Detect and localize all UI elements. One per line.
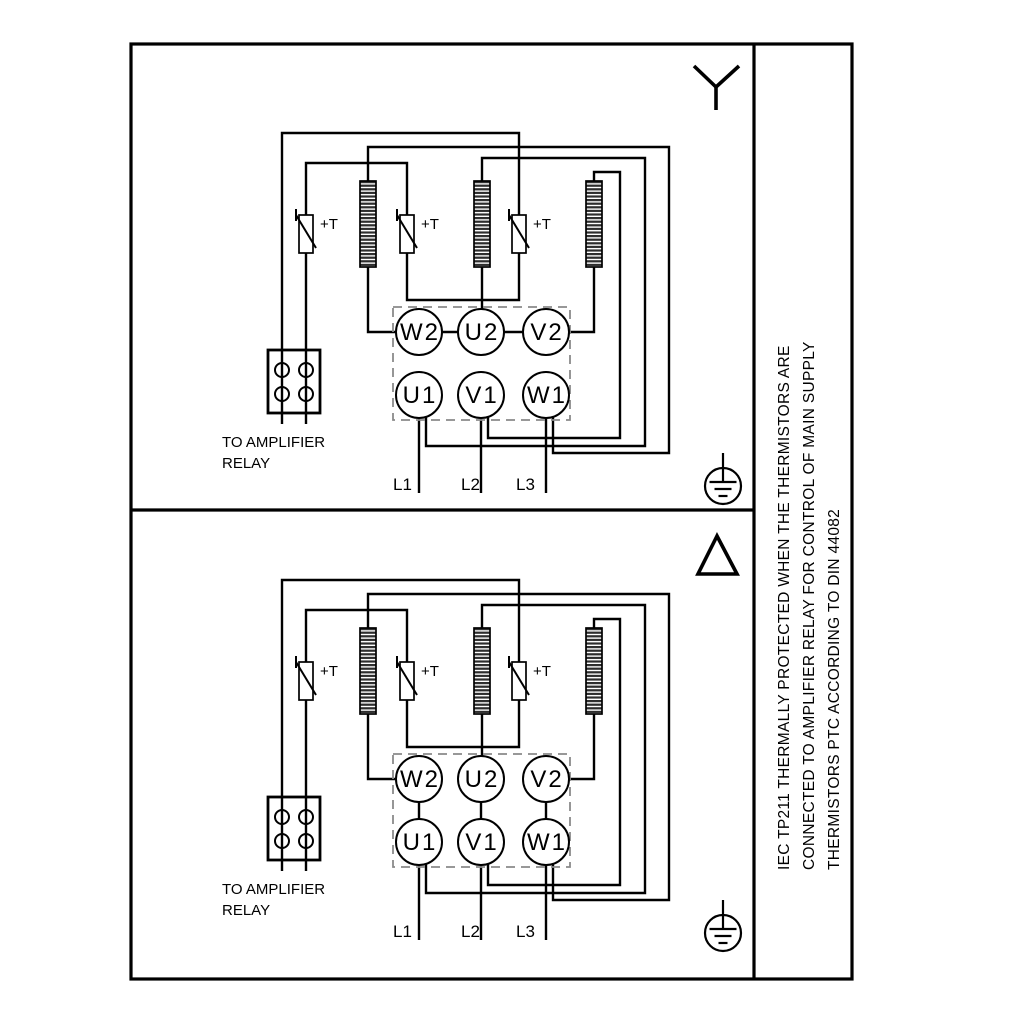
terminal-u1-label: U1 [402, 382, 438, 409]
terminal-v1-label: V1 [465, 829, 499, 856]
terminal-w2-label: W2 [400, 319, 440, 346]
motor-winding-u [474, 181, 490, 267]
terminal-w1-label: W1 [527, 382, 567, 409]
supply-l1-label: L1 [393, 922, 412, 941]
thermistor-icon [509, 209, 529, 253]
thermistor-icon [397, 209, 417, 253]
motor-winding-u [474, 628, 490, 714]
supply-l3-label: L3 [516, 922, 535, 941]
supply-l1-label: L1 [393, 475, 412, 494]
thermistor-label: +T [320, 216, 338, 233]
side-note-line3: THERMISTORS PTC ACCORDING TO DIN 44082 [826, 508, 843, 870]
relay-caption-line2: RELAY [222, 455, 271, 472]
motor-winding-v [586, 628, 602, 714]
motor-winding-v [586, 181, 602, 267]
thermistor-label: +T [533, 663, 551, 680]
terminal-v2-label: V2 [530, 319, 564, 346]
supply-l2-label: L2 [461, 922, 480, 941]
terminal-u1-label: U1 [402, 829, 438, 856]
thermistor-label: +T [320, 663, 338, 680]
relay-caption-line1: TO AMPLIFIER [222, 881, 326, 898]
relay-caption-line1: TO AMPLIFIER [222, 434, 326, 451]
motor-winding-w [360, 181, 376, 267]
supply-l2-label: L2 [461, 475, 480, 494]
thermistor-label: +T [533, 216, 551, 233]
terminal-u2-label: U2 [464, 766, 500, 793]
supply-l3-label: L3 [516, 475, 535, 494]
thermistor-icon [509, 656, 529, 700]
thermistor-icon [397, 656, 417, 700]
motor-winding-w [360, 628, 376, 714]
thermistor-icon [296, 656, 316, 700]
thermistor-icon [296, 209, 316, 253]
terminal-v1-label: V1 [465, 382, 499, 409]
terminal-w2-label: W2 [400, 766, 440, 793]
terminal-v2-label: V2 [530, 766, 564, 793]
side-note-line1: IEC TP211 THERMALLY PROTECTED WHEN THE THERMISTORS ARE [776, 345, 793, 870]
amplifier-relay-terminal-block [268, 350, 320, 413]
side-note-line2: CONNECTED TO AMPLIFIER RELAY FOR CONTROL OF MAIN SUPPLY [801, 341, 818, 870]
thermistor-label: +T [421, 663, 439, 680]
terminal-u2-label: U2 [464, 319, 500, 346]
thermistor-label: +T [421, 216, 439, 233]
amplifier-relay-terminal-block [268, 797, 320, 860]
terminal-w1-label: W1 [527, 829, 567, 856]
relay-caption-line2: RELAY [222, 902, 271, 919]
